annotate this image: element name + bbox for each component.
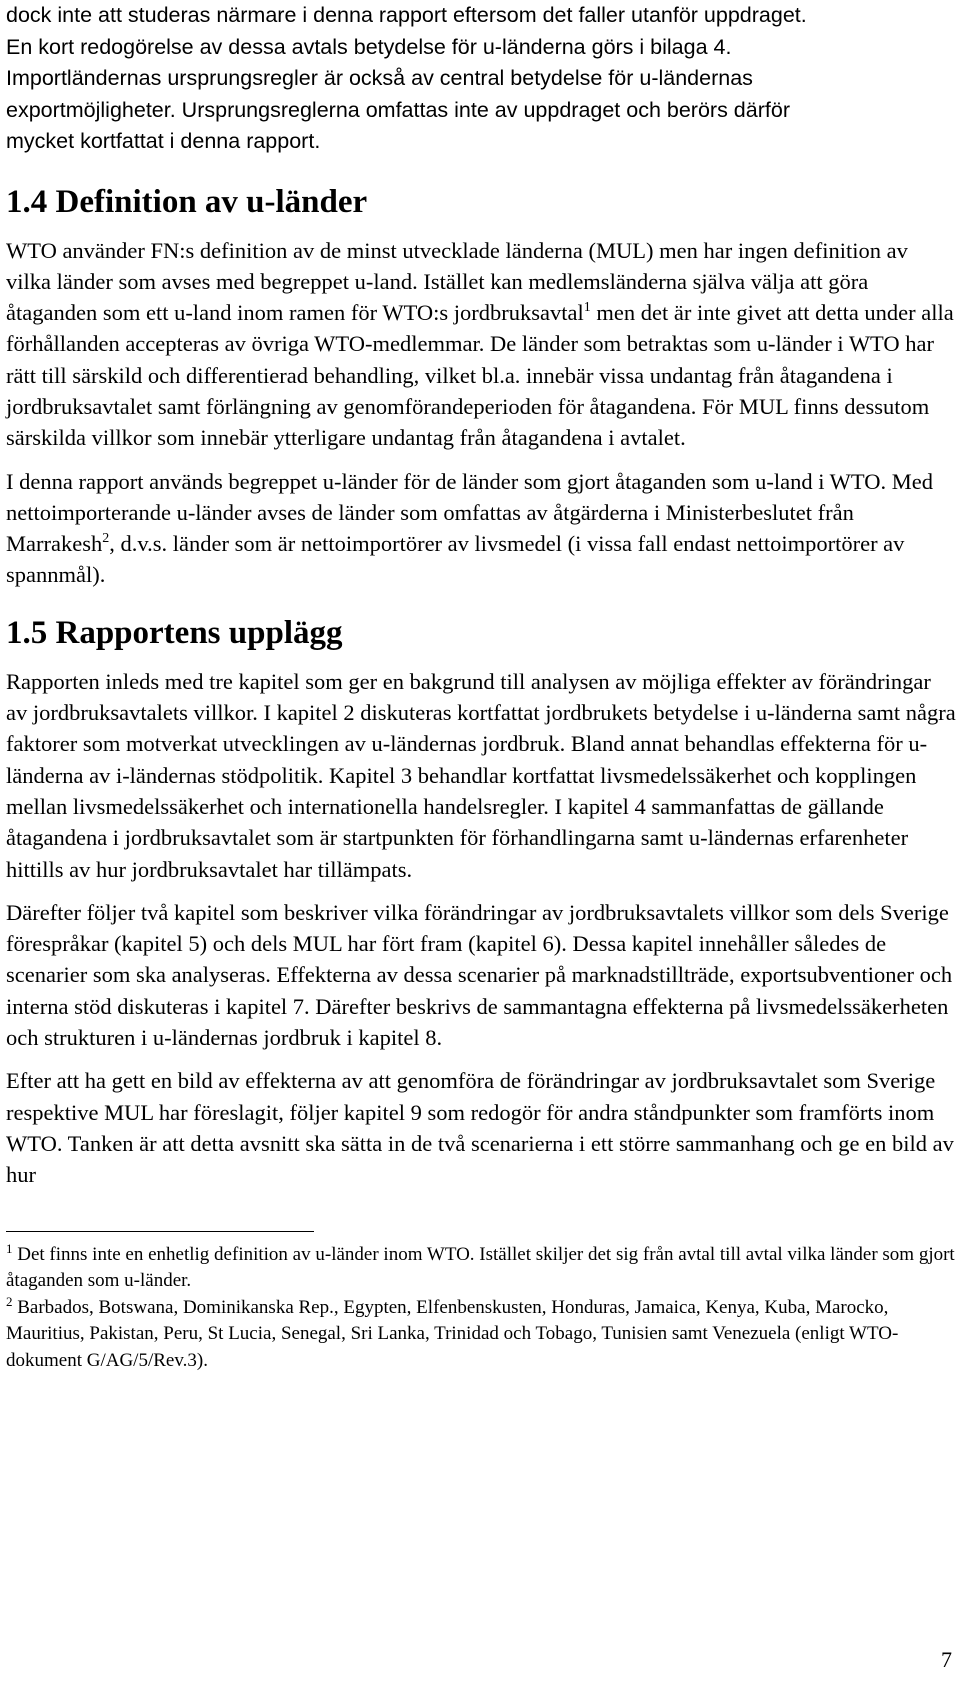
intro-line: exportmöjligheter. Ursprungsreglerna omfattas inte av uppdraget och berörs därför xyxy=(6,97,790,122)
paragraph-text: WTO använder FN:s definition av de minst utvecklade länderna (MUL) men har ingen definition av vilka länder som avses med begreppet u-land. Istället kan medlemsländerna själva välja att göra åtaganden som ett u-land inom ramen för WTO:s jordbruksavtal xyxy=(6,237,908,326)
paragraph-text: men det är inte givet att detta under alla förhållanden accepteras av övriga WTO-medlemmar. De länder som betraktas som u-länder i WTO har rätt till särskild och differentierad behandling, vilket bl.a. innebär vissa undantag från åtagandena i jordbruksavtalet samt förlängning av genomförandeperioden för åtagandena. För MUL finns dessutom särskilda villkor som innebär ytterligare undantag från åtagandena i avtalet. xyxy=(6,300,954,451)
paragraph-text: I denna rapport används begreppet u-länder för de länder som gjort åtaganden som u-land i WTO. Med nettoimporterande u-länder avses de länder som omfattas av åtgärderna i Ministerbeslutet från Marrakesh xyxy=(6,468,933,557)
document-page xyxy=(6,0,956,1374)
intro-line: En kort redogörelse av dessa avtals betydelse för u-länderna görs i bilaga 4. xyxy=(6,34,732,59)
intro-line: dock inte att studeras närmare i denna rapport eftersom det faller utanför uppdraget. xyxy=(6,3,807,27)
footnote-number: 2 xyxy=(6,1293,13,1309)
footnote-2 xyxy=(6,1295,956,1375)
footnote-number: 1 xyxy=(6,1240,13,1256)
footnote-ref-1[interactable]: 1 xyxy=(583,300,591,316)
footnote-text: Det finns inte en enhetlig definition av u-länder inom WTO. Istället skiljer det sig från avtal till avtal vilka länder som gjort åtaganden som u-länder. xyxy=(6,1243,955,1292)
section-heading-1-4: 1.4 Definition av u-länder xyxy=(6,183,368,220)
section-heading-1-5: 1.5 Rapportens upplägg xyxy=(6,614,343,651)
section-1-5-paragraph: Därefter följer två kapitel som beskriver vilka förändringar av jordbruksavtalets villkor som dels Sverige förespråkar (kapitel 5) och dels MUL har fört fram (kapitel 6). Dessa kapitel innehåller således de scenarier som ska analyseras. Effekterna av dessa scenarier på marknadstillträde, exportsubventioner och interna stöd diskuteras i kapitel 7. Därefter beskrivs de sammantagna effekterna på livsmedelssäkerheten och strukturen i u-ländernas jordbruk i kapitel 8. xyxy=(6,899,953,1051)
section-1-5-paragraph: Rapporten inleds med tre kapitel som ger en bakgrund till analysen av möjliga effekter av förändringar av jordbruksavtalets villkor. I kapitel 2 diskuteras kortfattat jordbrukets betydelse i u-länderna samt några faktorer som motverkat utvecklingen av u-ländernas jordbruk. Bland annat behandlas effekterna för u-länderna av i-ländernas stödpolitik. Kapitel 3 behandlar kortfattat livsmedelssäkerhet och kopplingen mellan livsmedelssäkerhet och internationella handelsregler. I kapitel 4 sammanfattas de gällande åtagandena i jordbruksavtalet som är startpunkten för förhandlingarna samt u-ländernas erfarenheter hittills av hur jordbruksavtalet har tillämpats. xyxy=(6,668,956,882)
page-number: 7 xyxy=(941,1647,952,1672)
section-1-5-paragraph: Efter att ha gett en bild av effekterna av att genomföra de förändringar av jordbruksavtalet som Sverige respektive MUL har föreslagit, följer kapitel 9 som redogör för andra ståndpunkter som framförts inom WTO. Tanken är att detta avsnitt ska sätta in de två scenarierna i ett större sammanhang och ge en bild av hur xyxy=(6,1068,954,1188)
footnote-1 xyxy=(6,1242,956,1295)
intro-paragraph xyxy=(6,0,956,158)
section-1-4-paragraph-1 xyxy=(6,235,956,454)
footnote-ref-2[interactable]: 2 xyxy=(102,531,110,547)
footnote-text: Barbados, Botswana, Dominikanska Rep., Egypten, Elfenbenskusten, Honduras, Jamaica, Kenya, Kuba, Marocko, Mauritius, Pakistan, Peru, St Lucia, Senegal, Sri Lanka, Trinidad och Tobago, Tunisien samt Venezuela (enligt WTO-dokument G/AG/5/Rev.3). xyxy=(6,1296,899,1371)
paragraph-text: , d.v.s. länder som är nettoimportörer av livsmedel (i vissa fall endast nettoimportörer av spannmål). xyxy=(6,531,905,588)
section-1-4-paragraph-2 xyxy=(6,466,956,591)
intro-line: mycket kortfattat i denna rapport. xyxy=(6,129,321,153)
intro-line: Importländernas ursprungsregler är också av central betydelse för u-ländernas xyxy=(6,66,753,90)
footnote-divider xyxy=(6,1231,314,1232)
